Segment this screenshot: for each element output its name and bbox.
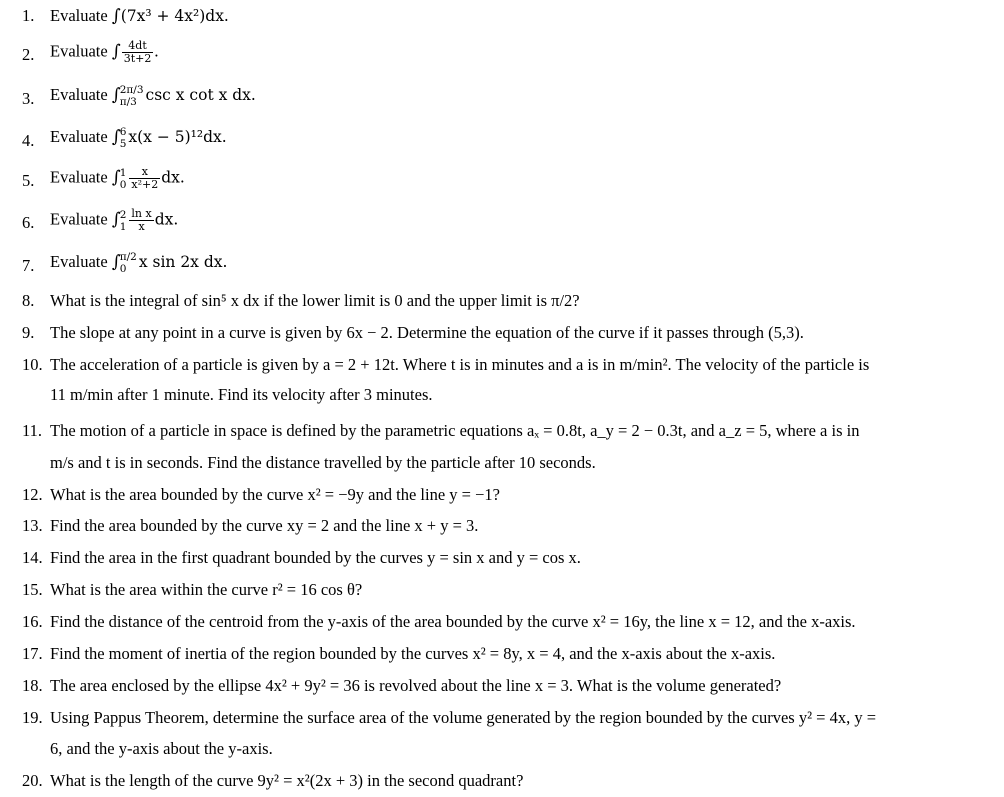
integrand-fraction [129,166,160,191]
integral-sign: ∫ [111,126,121,147]
problem-number: 13. [22,516,43,535]
integral-sign: ∫ [111,167,121,188]
suffix: dx. [154,210,179,229]
problem-text: What is the area within the curve r² = 16 cos θ? [50,580,363,599]
lower-limit: 0 [119,178,127,191]
problem-prefix: Evaluate [50,209,108,229]
problem-number: 10. [22,355,43,374]
fraction-numerator: ln x [131,207,152,220]
lower-limit: π/3 [119,96,137,108]
problem-prefix: Evaluate [50,84,108,104]
integrand: x sin 2x dx. [138,252,228,271]
problem-number: 16. [22,612,43,631]
problem-number: 11. [22,421,43,440]
problem-text: Find the moment of inertia of the region bounded by the curves x² = 8y, x = 4, and the x-axis about the x-axis. [50,644,776,663]
integral-sign: ∫ [111,41,121,62]
fraction-denominator: 3t+2 [123,52,152,65]
integral-sign: ∫ [111,84,121,105]
problem-text-line-2: 6, and the y-axis about the y-axis. [50,739,273,758]
problem-text: Find the distance of the centroid from the y-axis of the area bounded by the curve x² = 16y, the line x = 12, and the x-axis. [50,612,856,631]
fraction-denominator: x²+2 [131,178,159,191]
problem-text: Find the area bounded by the curve xy = 2 and the line x + y = 3. [50,516,479,535]
problem-prefix: Evaluate [50,41,108,61]
problem-text: What is the area bounded by the curve x² = −9y and the line y = −1? [50,485,500,504]
problem-prefix: Evaluate [50,167,108,187]
integrand: csc x cot x dx. [145,85,256,104]
problem-text: What is the length of the curve 9y² = x²(2x + 3) in the second quadrant? [50,771,524,790]
problem-text: The area enclosed by the ellipse 4x² + 9y² = 36 is revolved about the line x = 3. What is the volume generated? [50,676,782,695]
fraction-denominator: x [138,220,145,233]
problem-text-line-1: The motion of a particle in space is defined by the parametric equations aₓ = 0.8t, a_y = 2 − 0.3t, and a_z = 5, where a is in [50,421,860,440]
problem-number: 6. [22,213,35,232]
integrand: (7x³ + 4x²)dx. [120,7,229,25]
problem-number: 2. [22,45,35,64]
problem-number: 7. [22,256,35,275]
problem-text-line-2: 11 m/min after 1 minute. Find its velocity after 3 minutes. [50,385,433,404]
integral-sign: ∫ [111,6,121,26]
integral-limits [120,209,127,233]
problem-number: 3. [22,89,35,108]
problem-number: 20. [22,771,43,790]
integrand-fraction [129,208,153,233]
integrand-fraction [122,40,154,65]
integral-sign: ∫ [111,209,121,230]
problem-number: 9. [22,323,35,342]
problem-text: What is the integral of sin⁵ x dx if the lower limit is 0 and the upper limit is π/2? [50,291,580,310]
problem-prefix: Evaluate [50,251,108,271]
problem-number: 19. [22,708,43,727]
problem-number: 4. [22,131,35,150]
lower-limit: 5 [119,138,127,150]
integral-limits [120,84,144,108]
fraction-numerator: 4dt [122,40,154,53]
problem-number: 18. [22,676,43,695]
upper-limit: 1 [119,166,127,179]
upper-limit: π/2 [119,251,137,263]
lower-limit: 1 [119,220,127,233]
problem-number: 14. [22,548,43,567]
integral-limits [120,251,137,275]
problem-text-line-1: Using Pappus Theorem, determine the surface area of the volume generated by the region bounded by the curves y² = 4x, y = [50,708,876,727]
upper-limit: 2 [119,208,127,221]
integral-limits [120,167,127,191]
problem-prefix: Evaluate [50,6,108,25]
upper-limit: 6 [119,126,127,138]
lower-limit: 0 [119,263,127,275]
problem-text-line-1: The acceleration of a particle is given by a = 2 + 12t. Where t is in minutes and a is in m/min². The velocity of the particle is [50,355,870,374]
suffix: . [154,41,159,61]
problem-number: 15. [22,580,43,599]
problem-prefix: Evaluate [50,126,108,146]
integrand: x(x − 5)¹²dx. [128,127,227,146]
problem-number: 8. [22,291,35,310]
suffix: dx. [161,168,185,187]
problem-number: 1. [22,6,35,25]
fraction-numerator: x [129,166,160,179]
integral-sign: ∫ [111,251,121,272]
problem-number: 12. [22,485,43,504]
integral-limits [120,126,127,150]
upper-limit: 2π/3 [119,84,144,96]
problem-number: 17. [22,644,43,663]
problem-number: 5. [22,171,35,190]
problem-text-line-2: m/s and t is in seconds. Find the distance travelled by the particle after 10 seconds. [50,453,596,472]
problem-text: The slope at any point in a curve is given by 6x − 2. Determine the equation of the curve if it passes through (5,3). [50,323,804,342]
problem-text: Find the area in the first quadrant bounded by the curves y = sin x and y = cos x. [50,548,581,567]
